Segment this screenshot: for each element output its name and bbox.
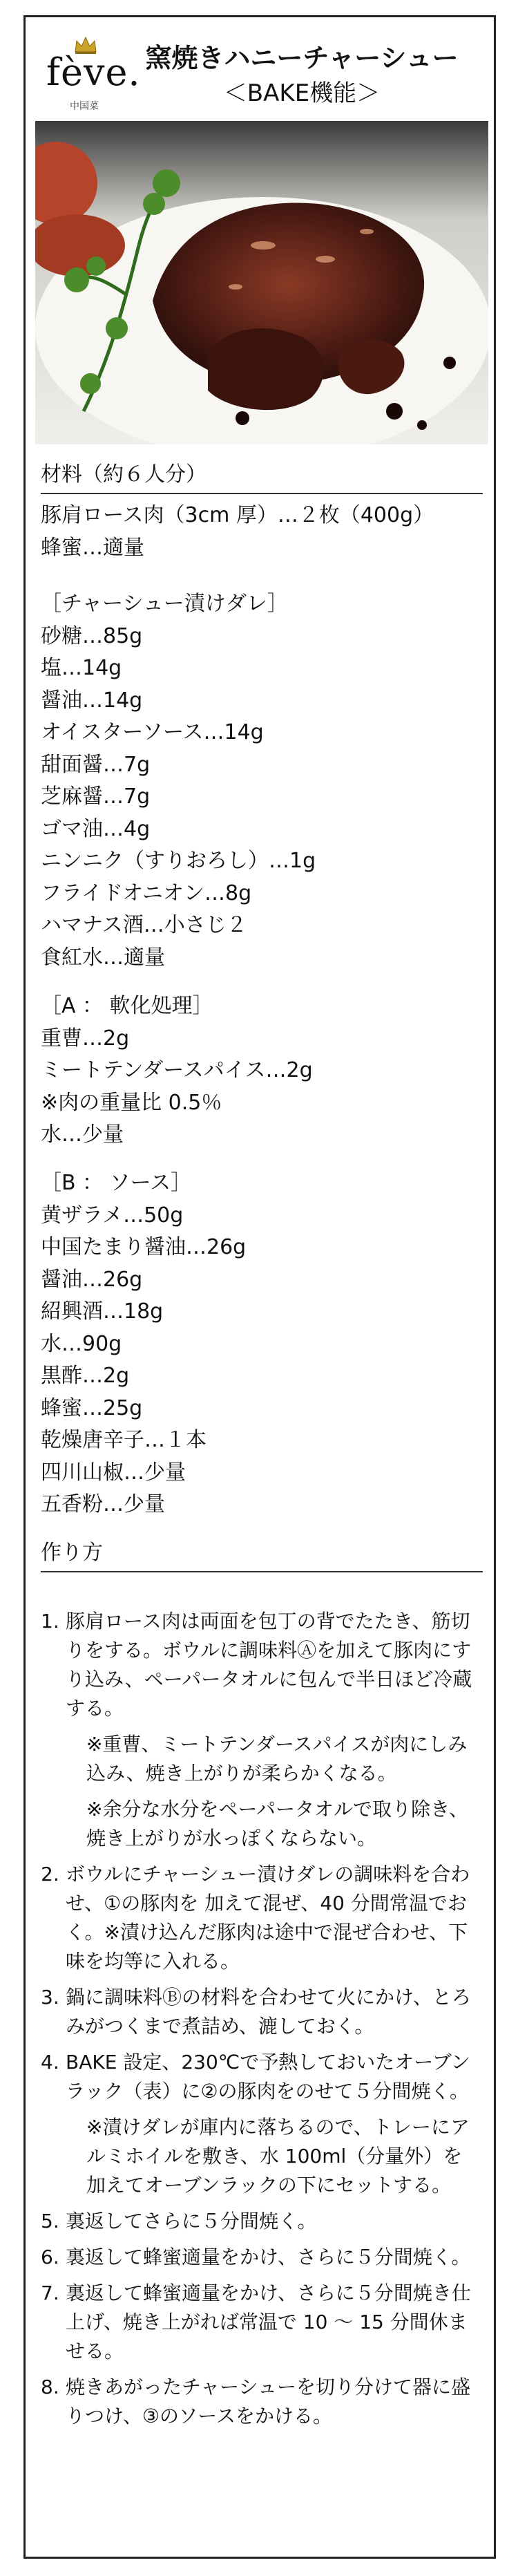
step-text: ボウルにチャーシュー漬けダレの調味料を合わせ、①の豚肉を 加えて混ぜ、40 分間常温でおく。※漬け込んだ豚肉は途中で混ぜ合わせ、下味を均等に入れる。 xyxy=(66,1863,470,1973)
method-divider xyxy=(41,1571,483,1572)
method-heading: 作り方 xyxy=(41,1541,103,1565)
ingredient-item: オイスターソース…14g xyxy=(41,720,264,744)
ingredient-item: 芝麻醤…7g xyxy=(41,784,151,809)
method-step xyxy=(41,2207,476,2236)
ingredient-item: 水…少量 xyxy=(41,1122,124,1147)
dish-photo-image xyxy=(35,121,488,444)
step-text: 豚肩ロース肉は両面を包丁の背でたたき、筋切りをする。ボウルに調味料Ⓐを加えて豚肉にすり込み、ペーパータオルに包んで半日ほど冷蔵する。 xyxy=(66,1610,472,1720)
ingredients-divider xyxy=(41,493,483,494)
logo-wordmark: fève. xyxy=(46,50,141,94)
feve-logo xyxy=(46,31,141,114)
step-text: 裏返して蜂蜜適量をかけ、さらに５分間焼き仕上げ、焼き上がれば常温で 10 ～ 15 分間休ませる。 xyxy=(66,2282,471,2362)
step-number: 7. xyxy=(41,2282,59,2304)
method-step xyxy=(41,2243,476,2272)
ingredients-heading: 材料（約６人分） xyxy=(41,462,207,487)
method-step xyxy=(41,1860,476,1976)
ingredient-item: 食紅水…適量 xyxy=(41,945,165,970)
ingredient-item: 甜面醤…7g xyxy=(41,752,151,777)
sauce-list xyxy=(41,1167,483,1521)
ingredient-item: ミートテンダースパイス…2g xyxy=(41,1058,313,1082)
ingredient-item: 中国たまり醤油…26g xyxy=(41,1235,247,1259)
softening-title: ［A ： 軟化処理］ xyxy=(41,994,213,1018)
recipe-title: 窯焼きハニーチャーシュー xyxy=(145,43,459,73)
ingredient-item: フライドオニオン…8g xyxy=(41,881,252,905)
step-number: 8. xyxy=(41,2376,59,2398)
marinade-list xyxy=(41,588,483,974)
method-note: ※余分な水分をペーパータオルで取り除き、焼き上がりが水っぽくならない。 xyxy=(86,1798,468,1850)
recipe-header xyxy=(26,17,494,121)
method-note: ※重曹、ミートテンダースパイスが肉にしみ込み、焼き上がりが柔らかくなる。 xyxy=(86,1733,468,1785)
ingredient-item: ハマナス酒…小さじ２ xyxy=(41,913,247,937)
ingredient-item: 砂糖…85g xyxy=(41,623,143,648)
ingredient-item: 五香粉…少量 xyxy=(41,1492,165,1516)
ingredient-item: ニンニク（すりおろし）…1g xyxy=(41,849,316,873)
step-number: 2. xyxy=(41,1863,59,1886)
ingredient-item: 豚肩ロース肉（3cm 厚）…２枚（400g） xyxy=(41,503,434,527)
marinade-title: ［チャーシュー漬けダレ］ xyxy=(41,592,288,616)
ingredient-item: 蜂蜜…25g xyxy=(41,1395,143,1420)
ingredient-item: 紹興酒…18g xyxy=(41,1299,164,1324)
ingredient-item: 黒酢…2g xyxy=(41,1364,130,1388)
recipe-card xyxy=(23,15,496,2559)
ingredient-item: 塩…14g xyxy=(41,656,122,680)
softening-list xyxy=(41,990,483,1151)
ingredient-item: ※肉の重量比 0.5％ xyxy=(41,1090,222,1115)
ingredient-item: 水…90g xyxy=(41,1331,122,1356)
step-number: 6. xyxy=(41,2246,59,2268)
sauce-title: ［B ： ソース］ xyxy=(41,1171,192,1195)
step-text: 裏返して蜂蜜適量をかけ、さらに５分間焼く。 xyxy=(66,2246,471,2268)
ingredient-item: ゴマ油…4g xyxy=(41,816,151,841)
logo-subtitle: 中国菜 xyxy=(70,101,99,112)
step-number: 4. xyxy=(41,2051,59,2074)
ingredients-main-list xyxy=(41,500,483,564)
ingredient-item: 四川山椒…少量 xyxy=(41,1460,186,1485)
ingredient-item: 黄ザラメ…50g xyxy=(41,1203,184,1228)
step-number: 3. xyxy=(41,1986,59,2009)
step-number: 5. xyxy=(41,2210,59,2232)
ingredient-item: 乾燥唐辛子…１本 xyxy=(41,1428,207,1452)
method-step xyxy=(41,2373,476,2431)
method-step xyxy=(41,1607,476,1723)
step-text: BAKE 設定、230℃で予熱しておいたオーブンラック（表）に②の豚肉をのせて５分間焼く。 xyxy=(66,2051,470,2103)
step-text: 焼きあがったチャーシューを切り分けて器に盛りつけ、③のソースをかける。 xyxy=(66,2376,471,2427)
method-step xyxy=(41,2279,476,2366)
method-step xyxy=(41,2048,476,2106)
step-number: 1. xyxy=(41,1610,59,1633)
ingredient-item: 醤油…14g xyxy=(41,688,143,713)
method-steps xyxy=(41,1607,476,2438)
dish-photo xyxy=(35,121,488,444)
ingredient-item: 蜂蜜…適量 xyxy=(41,535,144,560)
step-text: 鍋に調味料Ⓑの材料を合わせて火にかけ、とろみがつくまで煮詰め、漉しておく。 xyxy=(66,1986,471,2038)
recipe-subtitle: ＜BAKE機能＞ xyxy=(223,79,381,107)
method-note: ※漬けダレが庫内に落ちるので、トレーにアルミホイルを敷き、水 100ml（分量外）を加えてオーブンラックの下にセットする。 xyxy=(86,2116,470,2197)
method-step xyxy=(41,1983,476,2041)
ingredient-item: 醤油…26g xyxy=(41,1267,143,1292)
ingredient-item: 重曹…2g xyxy=(41,1026,130,1051)
step-text: 裏返してさらに５分間焼く。 xyxy=(66,2210,317,2232)
